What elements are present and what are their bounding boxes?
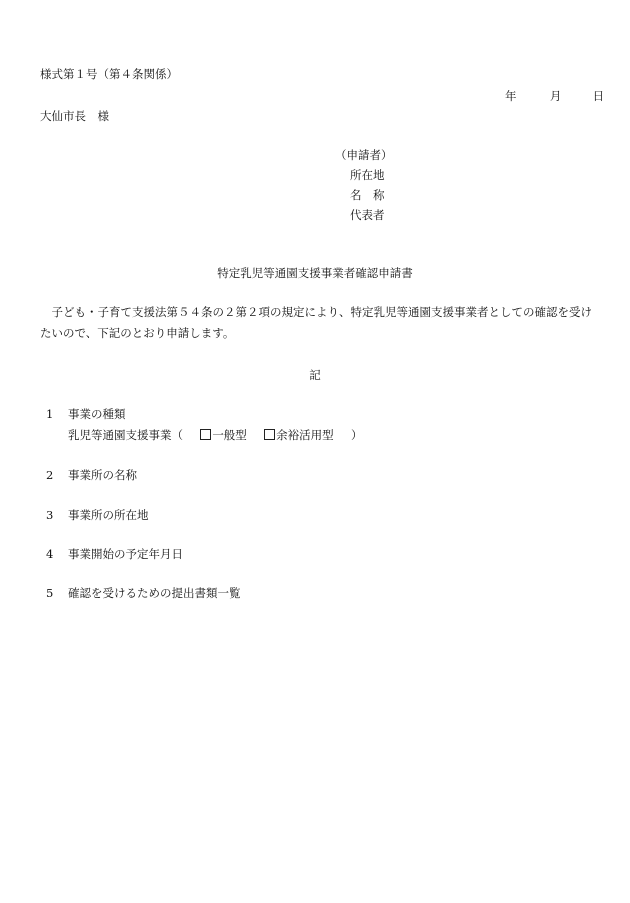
business-type-prefix: 乳児等通園支援事業（ bbox=[68, 428, 183, 442]
general-type-label: 一般型 bbox=[212, 428, 247, 442]
applicant-representative-label: 代表者 bbox=[350, 208, 385, 222]
body-paragraph: 子ども・子育て支援法第５４条の２第２項の規定により、特定乳児等通園支援事業者としての確認を受けたいので、下記のとおり申請します。 bbox=[40, 305, 592, 340]
applicant-heading: （申請者） bbox=[335, 148, 393, 162]
general-type-checkbox[interactable] bbox=[200, 429, 211, 440]
surplus-type-checkbox[interactable] bbox=[264, 429, 275, 440]
item-label: 事業所の名称 bbox=[68, 468, 137, 482]
item-number: 2 bbox=[46, 468, 54, 482]
list-item bbox=[46, 406, 126, 422]
item-number: 1 bbox=[46, 407, 54, 421]
item-label: 事業所の所在地 bbox=[68, 508, 149, 522]
item-number: 5 bbox=[46, 586, 54, 600]
form-label: 様式第１号（第４条関係） bbox=[40, 67, 178, 81]
business-type-suffix: ） bbox=[350, 428, 363, 442]
item-number: 4 bbox=[46, 547, 54, 561]
list-item bbox=[46, 585, 241, 601]
item-label: 事業開始の予定年月日 bbox=[68, 547, 183, 561]
applicant-name-label: 名 称 bbox=[350, 188, 385, 202]
business-type-line bbox=[68, 427, 362, 443]
list-item bbox=[46, 467, 137, 483]
date-month: 月 bbox=[549, 89, 562, 103]
date-year: 年 bbox=[505, 89, 517, 103]
applicant-address-label: 所在地 bbox=[350, 168, 385, 182]
date-line bbox=[505, 88, 604, 104]
date-day: 日 bbox=[592, 89, 605, 103]
ki-heading: 記 bbox=[309, 368, 321, 382]
surplus-type-label: 余裕活用型 bbox=[276, 428, 334, 442]
item-label: 事業の種類 bbox=[68, 407, 126, 421]
item-label: 確認を受けるための提出書類一覧 bbox=[68, 586, 241, 600]
list-item bbox=[46, 507, 149, 523]
list-item bbox=[46, 546, 183, 562]
item-number: 3 bbox=[46, 508, 54, 522]
document-title: 特定乳児等通園支援事業者確認申請書 bbox=[217, 266, 413, 280]
addressee: 大仙市長 様 bbox=[40, 109, 109, 123]
